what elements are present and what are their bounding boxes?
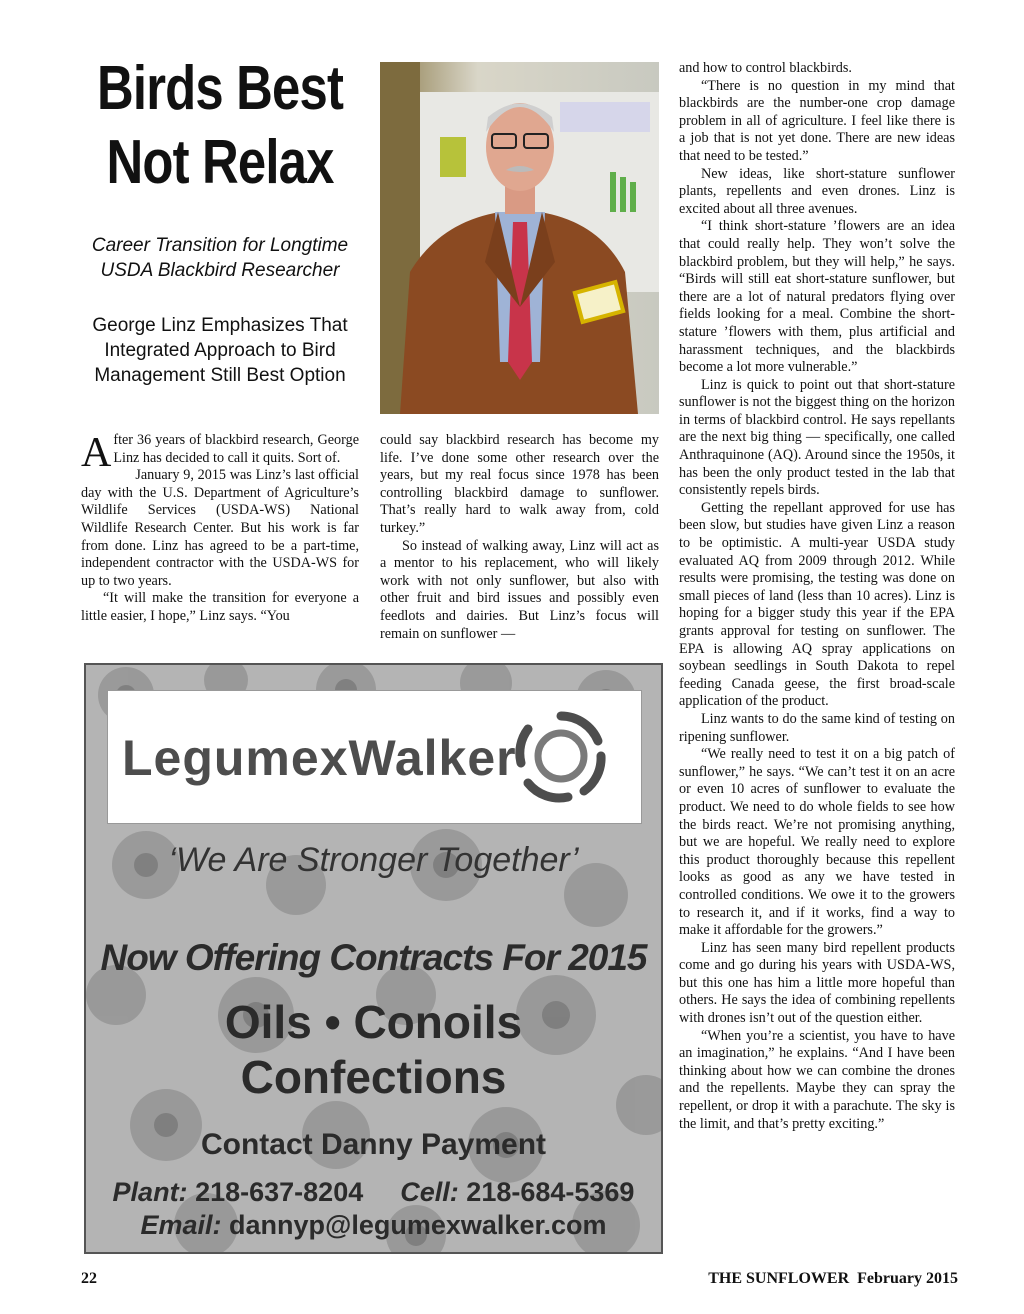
paragraph: “When you’re a scientist, you have to have an imagination,” he explains. “And I have been thinking about how we can combine the drones and the repellents. Maybe they can spray the repellent, or drop it with a parachute. The sky is the limit, and that’s pretty exciting.” <box>679 1027 955 1132</box>
ad-contact: Contact Danny Payment <box>200 1128 547 1161</box>
ad-tagline: ‘We Are Stronger Together’ <box>168 841 579 879</box>
paragraph: “It will make the transition for everyone a little easier, I hope,” Linz says. “You <box>81 590 359 624</box>
paragraph-text: fter 36 years of blackbird research, George Linz has decided to call it quits. Sort of. <box>113 432 359 466</box>
ad-offer: Now Offering Contracts For 2015 <box>100 937 647 978</box>
plant-label: Plant: <box>112 1177 188 1207</box>
paragraph: “There is no question in my mind that blackbirds are the number-one crop damage problem in all of agriculture. I feel like there is a job that is not yet done. There are new ideas that need to be tested.” <box>679 77 955 164</box>
headline <box>97 52 343 200</box>
article-column-1 <box>81 432 359 626</box>
paragraph: could say blackbird research has become my life. I’ve done some other research over the years, but my real focus since 1978 has been controlling blackbird damage to sunflower. That’s really hard to walk away from, cold turkey.” <box>380 432 659 536</box>
subheading-line-1: George Linz Emphasizes That <box>92 315 348 336</box>
ad-phone-line <box>86 1177 661 1208</box>
brand-name: LegumexWalker <box>122 730 517 786</box>
advertisement <box>84 663 663 1254</box>
publication-footer: THE SUNFLOWER February 2015 <box>708 1270 958 1287</box>
paragraph: Linz has seen many bird repellent products come and go during his years with USDA-WS, but this one has him a little more hopeful than others. He says the idea of combining repellents with drones isn’t out of the question either. <box>679 939 955 1027</box>
subheading-italic <box>75 233 365 283</box>
headline-line-1: Birds Best <box>97 54 344 123</box>
paragraph: So instead of walking away, Linz will act as a mentor to his replacement, who will likely work with not only sunflower, but also with other fruit and bird issues and possibly even feedlots and dairies. But Linz’s focus will remain on sunflower — <box>380 537 659 642</box>
subheading <box>75 313 365 388</box>
logo-panel <box>107 690 642 824</box>
paragraph <box>81 430 359 476</box>
article-column-3 <box>679 60 955 1133</box>
page-number: 22 <box>81 1270 97 1287</box>
paragraph: New ideas, like short-stature sunflower plants, repellents and even drones. Linz is excited about all three avenues. <box>679 165 955 217</box>
paragraph: “We really need to test it on a big patch of sunflower,” he says. “We can’t test it on an acre or even 10 acres of sunflower to evaluate the product. We need to do whole fields to see how the birds react. We’re not promising anything, but we are hopeful. We really need to explore this product thoroughly because this repellent looks as good as any we have tested in controlled conditions. We owe it to the growers to research it, and if it works, find a way to make it affordable for the growers.” <box>679 746 955 939</box>
ad-products-line-2: Confections <box>240 1051 507 1103</box>
subheading-italic-line-1: Career Transition for Longtime <box>91 235 349 256</box>
email-address[interactable]: dannyp@legumexwalker.com <box>229 1210 607 1240</box>
subheading-italic-line-2: USDA Blackbird Researcher <box>100 260 340 281</box>
legumex-walker-logo-icon <box>506 701 616 811</box>
article-column-2 <box>380 432 659 643</box>
paragraph: and how to control blackbirds. <box>679 60 852 76</box>
cell-label: Cell: <box>400 1177 459 1207</box>
plant-number[interactable]: 218-637-8204 <box>195 1177 364 1207</box>
poster-chart <box>440 137 466 177</box>
cell-number[interactable]: 218-684-5369 <box>466 1177 635 1207</box>
paragraph: Linz wants to do the same kind of testing on ripening sunflower. <box>679 710 955 745</box>
paragraph: January 9, 2015 was Linz’s last official day with the U.S. Department of Agriculture’s Wildlife Services (USDA-WS) National Wildlife Research Center. But his work is far from done. Linz has agreed to be a part-time, independent contractor with the USDA-WS for up to two years. <box>81 467 359 589</box>
subheading-line-3: Management Still Best Option <box>94 365 346 386</box>
drop-cap: A <box>81 430 112 476</box>
paragraph: Getting the repellant approved for use has been slow, but studies have given Linz a reason to be optimistic. A multi-year USDA study evaluated AQ from 2009 through 2012. While results were promising, the testing was done on small pieces of land (less than 10 acres). Linz is hoping for a bigger study this year if the EPA grants approval for testing on sunflower. The EPA is allowing AQ spray applications on soybean seedlings in South Dakota to repel feeding Canada geese, the first broad-scale application of the product. <box>679 499 955 710</box>
paragraph: Linz is quick to point out that short-stature sunflower is not the biggest thing on the horizon in terms of blackbird control. He says repellants are the next big thing — specifically, one called Anthraquinone (AQ). Around since the 1950s, it has been the only product tested in the lab that consistently repels birds. <box>679 376 955 499</box>
headline-line-2: Not Relax <box>106 128 334 197</box>
portrait-illustration <box>380 62 659 414</box>
subheading-line-2: Integrated Approach to Bird <box>104 340 336 361</box>
paragraph: “I think short-stature ’flowers are an idea that could really help. They won’t solve the blackbird problem, but they will help,” he says. “Birds will still eat short-stature sunflower, but there are a lot of natural predators flying over fields looking for a meal. Combine the short-stature ’flowers with them, plus artificial and harassment techniques, and the blackbirds become a lot more vulnerable.” <box>679 218 955 376</box>
portrait-photo <box>380 62 659 414</box>
ad-products-line-1: Oils • Conoils <box>224 996 523 1048</box>
email-label: Email: <box>140 1210 222 1240</box>
ad-email-line <box>86 1210 661 1241</box>
